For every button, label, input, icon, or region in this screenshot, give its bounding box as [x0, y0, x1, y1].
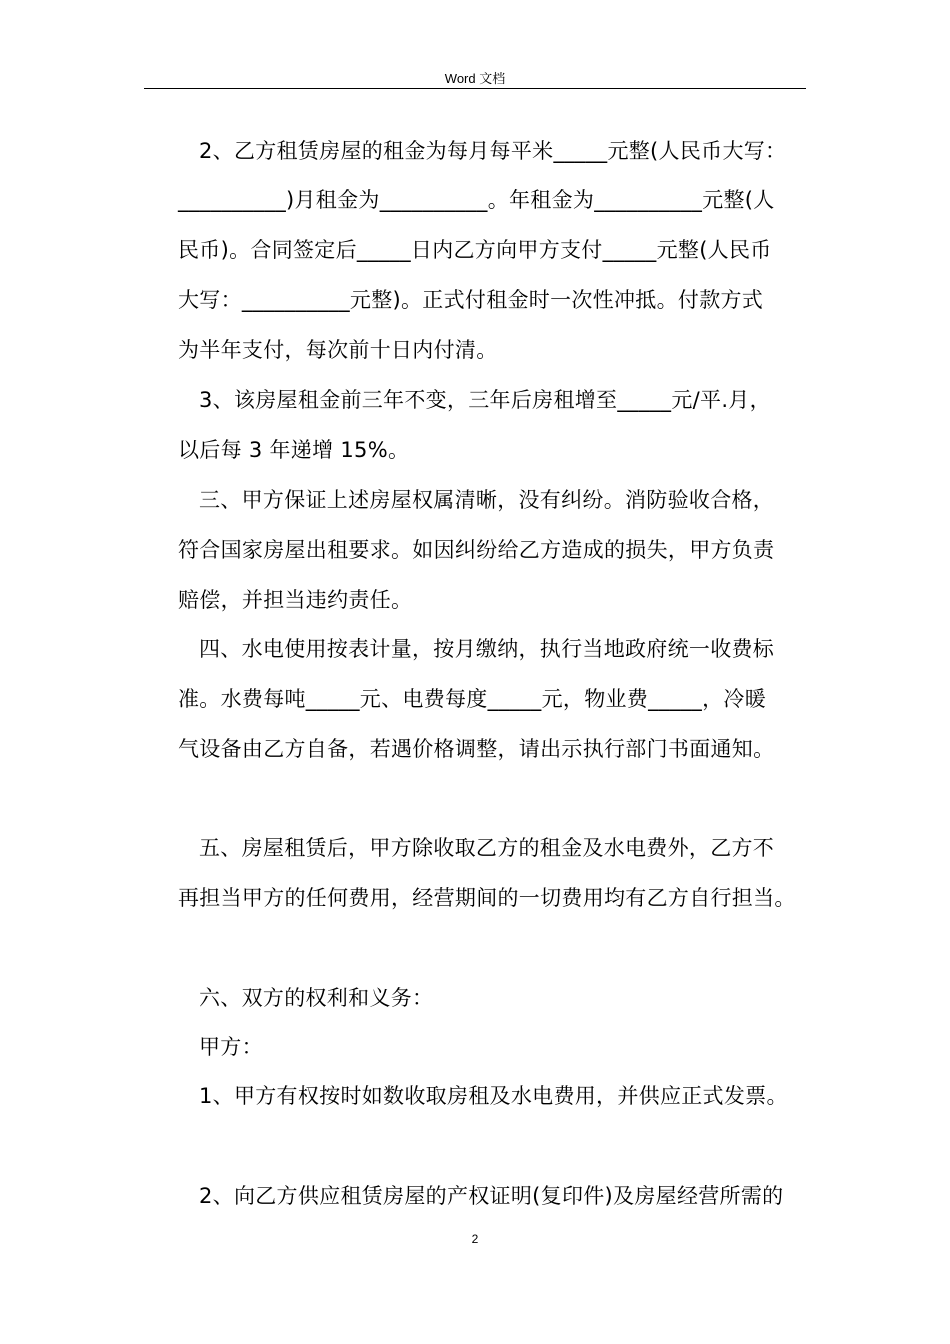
paragraph-line: 气设备由乙方自备，若遇价格调整，请出示执行部门书面通知。	[178, 737, 775, 761]
paragraph-line: 2、向乙方供应租赁房屋的产权证明(复印件)及房屋经营所需的	[199, 1184, 784, 1208]
header-divider	[144, 88, 806, 89]
paragraph-line: 四、水电使用按表计量，按月缴纳，执行当地政府统一收费标	[199, 637, 775, 661]
paragraph-line: 3、该房屋租金前三年不变，三年后房租增至_____元/平.月，	[199, 388, 771, 412]
paragraph-line: 五、房屋租赁后，甲方除收取乙方的租金及水电费外，乙方不	[199, 836, 775, 860]
paragraph-line: 为半年支付，每次前十日内付清。	[178, 338, 498, 362]
paragraph-line: __________)月租金为__________。年租金为__________元整(人	[178, 188, 775, 212]
paragraph-line: 甲方：	[199, 1035, 263, 1059]
paragraph-line: 再担当甲方的任何费用，经营期间的一切费用均有乙方自行担当。	[178, 886, 796, 910]
header-title: Word 文档	[444, 71, 506, 86]
paragraph-line: 2、乙方租赁房屋的租金为每月每平米_____元整(人民币大写：	[199, 139, 787, 163]
paragraph-line: 大写：__________元整)。正式付租金时一次性冲抵。付款方式	[178, 288, 764, 312]
paragraph-line: 赔偿，并担当违约责任。	[178, 588, 413, 612]
paragraph-line: 符合国家房屋出租要求。如因纠纷给乙方造成的损失，甲方负责	[178, 538, 775, 562]
page-number: 2	[471, 1232, 479, 1246]
paragraph-line: 以后每 3 年递增 15%。	[178, 438, 410, 462]
paragraph-line: 六、双方的权利和义务：	[199, 986, 434, 1010]
paragraph-line: 1、甲方有权按时如数收取房租及水电费用，并供应正式发票。	[199, 1084, 788, 1108]
paragraph-line: 三、甲方保证上述房屋权属清晰，没有纠纷。消防验收合格，	[199, 488, 775, 512]
paragraph-line: 民币)。合同签定后_____日内乙方向甲方支付_____元整(人民币	[178, 238, 772, 262]
paragraph-line: 准。水费每吨_____元、电费每度_____元，物业费_____，冷暖	[178, 687, 766, 711]
